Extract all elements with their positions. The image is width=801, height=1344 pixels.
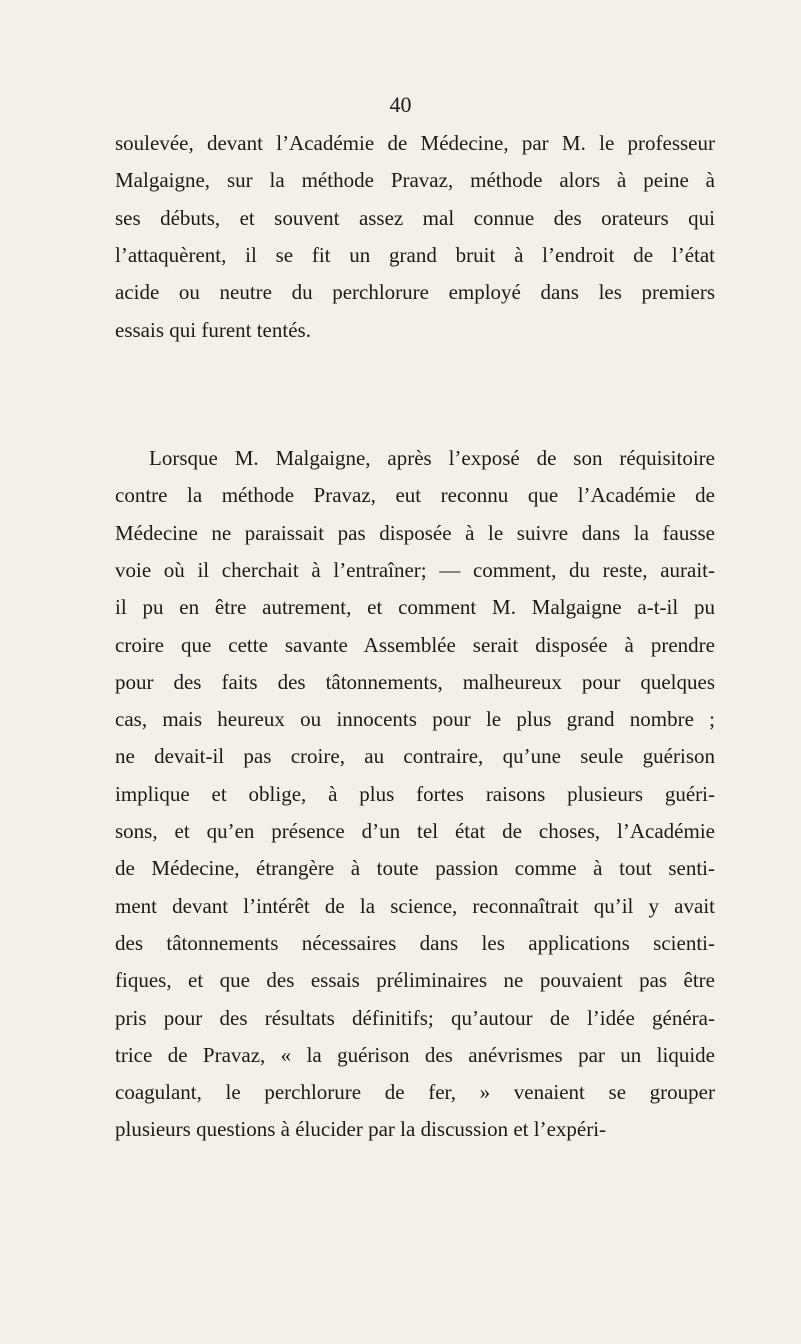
text-line: sons, et qu’en présence d’un tel état de choses, l’Académie — [115, 819, 715, 843]
text-line: implique et oblige, à plus fortes raisons plusieurs guéri- — [115, 781, 715, 806]
text-line: des tâtonnements nécessaires dans les applications scienti- — [115, 930, 715, 955]
text-line: contre la méthode Pravaz, eut reconnu que l’Académie de — [115, 483, 715, 508]
text-line: Lorsque M. Malgaigne, après l’exposé de son réquisitoire — [149, 446, 715, 470]
text-line: pris pour des résultats définitifs; qu’autour de l’idée généra- — [115, 1005, 715, 1030]
text-line: il pu en être autrement, et comment M. Malgaigne a-t-il pu — [115, 595, 715, 620]
text-line: Malgaigne, sur la méthode Pravaz, méthode alors à peine à — [115, 168, 715, 193]
text-line: croire que cette savante Assemblée serait disposée à prendre — [115, 632, 715, 657]
text-line: cas, mais heureux ou innocents pour le plus grand nombre ; — [115, 707, 715, 732]
text-line: l’attaquèrent, il se fit un grand bruit à l’endroit de l’état — [115, 242, 715, 267]
text-line: Médecine ne paraissait pas disposée à le suivre dans la fausse — [115, 520, 715, 545]
text-line: de Médecine, étrangère à toute passion comme à tout senti- — [115, 856, 715, 881]
text-line: fiques, et que des essais préliminaires ne pouvaient pas être — [115, 968, 715, 993]
text-line: trice de Pravaz, « la guérison des anévrismes par un liquide — [115, 1042, 715, 1067]
text-line: ses débuts, et souvent assez mal connue des orateurs qui — [115, 205, 715, 230]
text-line: ment devant l’intérêt de la science, reconnaîtrait qu’il y avait — [115, 893, 715, 918]
text-line: plusieurs questions à élucider par la discussion et l’expéri- — [115, 1117, 607, 1142]
text-line: essais qui furent tentés. — [115, 317, 311, 342]
text-line: coagulant, le perchlorure de fer, » venaient se grouper — [115, 1080, 715, 1105]
text-line: soulevée, devant l’Académie de Médecine, par M. le professeur — [115, 131, 715, 155]
page-number: 40 — [389, 92, 412, 117]
text-line: voie où il cherchait à l’entraîner; — comment, du reste, aurait- — [115, 557, 715, 582]
text-line: pour des faits des tâtonnements, malheureux pour quelques — [115, 669, 715, 694]
text-line: acide ou neutre du perchlorure employé dans les premiers — [115, 280, 715, 305]
text-line: ne devait-il pas croire, au contraire, qu’une seule guérison — [115, 744, 715, 769]
